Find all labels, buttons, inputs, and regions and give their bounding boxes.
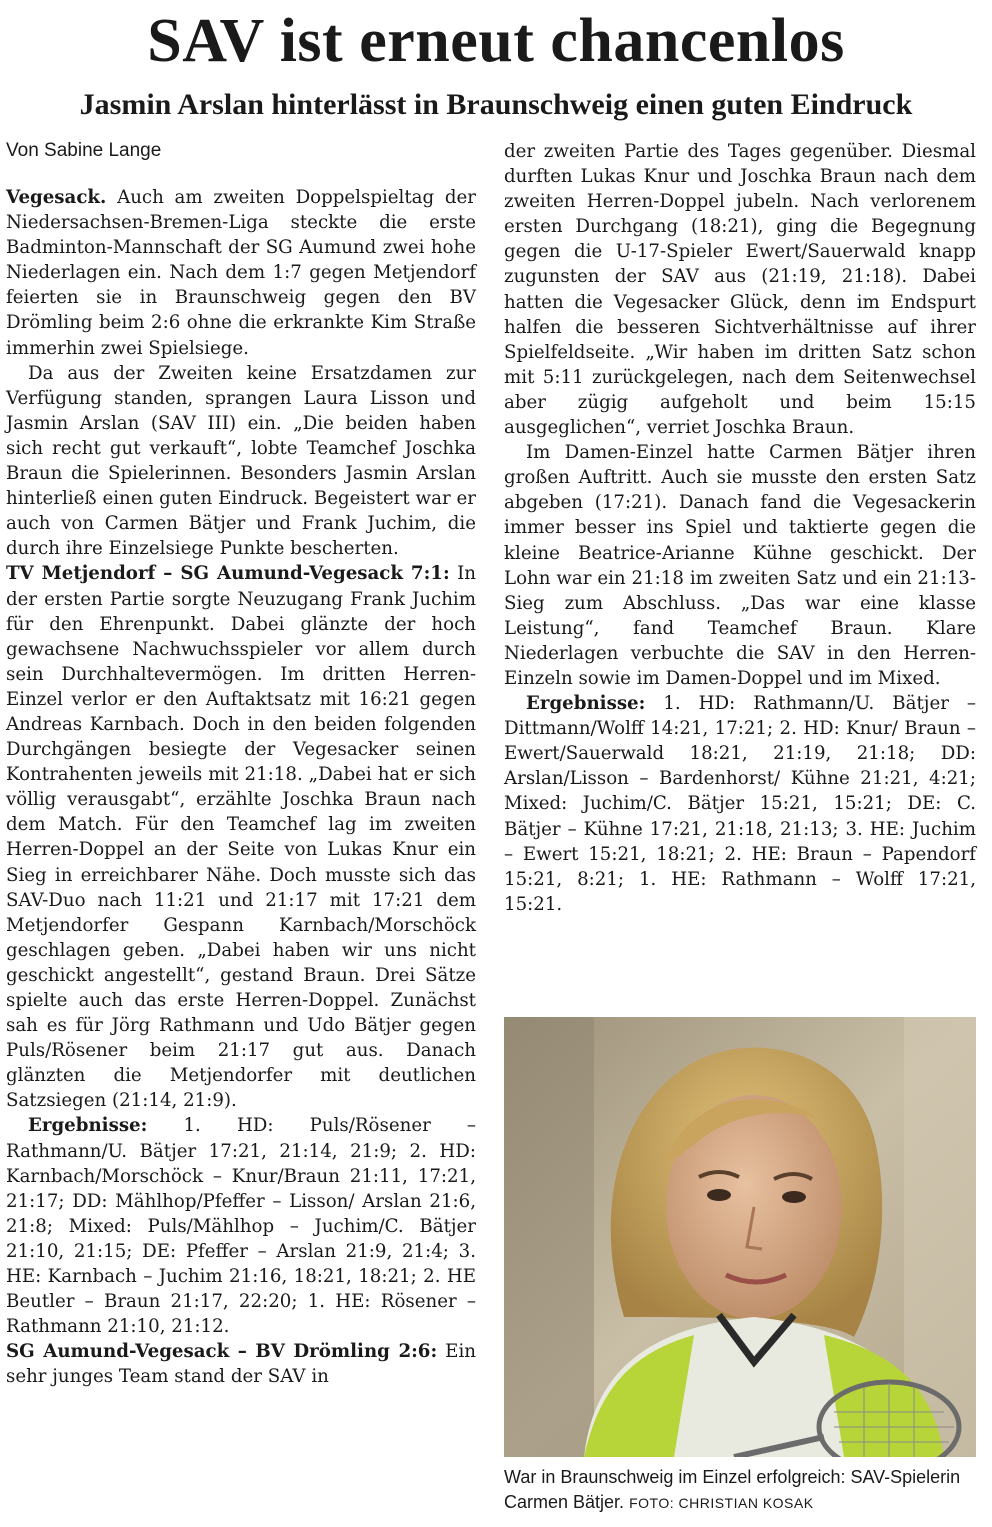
photo-caption	[504, 1465, 976, 1516]
results-label: Ergebnisse:	[526, 693, 646, 715]
article-column-right	[504, 139, 976, 917]
paragraph-text: Auch am zweiten Doppelspieltag der Niedersachsen-Bremen-Liga steckte die erste Badminton-Mannschaft der SG Aumund zwei hohe Niederlagen ein. Nach dem 1:7 gegen Metjendorf feierten sie in Braunschweig gegen den BV Drömling beim 2:6 ohne die erkrankte Kim Straße immerhin zwei Spielsiege.	[6, 187, 476, 359]
results-paragraph	[6, 1113, 476, 1339]
results-label: Ergebnisse:	[28, 1115, 148, 1137]
byline: Von Sabine Lange	[6, 140, 162, 161]
headline: SAV ist erneut chancenlos	[147, 7, 845, 75]
dateline: Vegesack.	[6, 187, 107, 208]
paragraph	[6, 185, 476, 361]
paragraph: der zweiten Partie des Tages gegenüber. Diesmal durften Lukas Knur und Joschka Braun nach dem zweiten Herren-Doppel jubeln. Nach verlorenem ersten Durchgang (18:21), ging die Begegnung gegen die U-17-Spieler Ewert/Sauerwald knapp zugunsten der SAV aus (21:19, 21:18). Dabei hatten die Vegesacker Glück, denn im Endspurt halfen die besseren Sichtverhältnisse auf ihrer Spielfeldseite. „Wir haben im dritten Satz schon mit 5:11 zurückgelegen, nach dem Seitenwechsel aber zügig aufgeholt und beim 15:15 ausgeglichen“, verriet Joschka Braun.	[504, 141, 976, 439]
article-column-left	[6, 185, 476, 1390]
match-heading: SG Aumund-Vegesack – BV Drömling 2:6:	[6, 1341, 438, 1363]
results-text: 1. HD: Puls/Rösener – Rathmann/U. Bätjer 17:21, 21:14, 21:9; 2. HD: Karnbach/Morschöck – Knur/Braun 21:11, 17:21, 21:17; DD: Mählhop/Pfeffer – Lisson/ Arslan 21:6, 21:8; Mixed: Puls/Mählhop – Juchim/C. Bätjer 21:10, 21:15; DE: Pfeffer – Arslan 21:9, 21:4; 3. HE: Karnbach – Juchim 21:16, 18:21, 18:21; 2. HE Beutler – Braun 21:17, 22:20; 1. HE: Rösener – Rathmann 21:10, 21:12.	[6, 1115, 476, 1338]
paragraph-text: Ein sehr junges Team stand der SAV in	[6, 1341, 476, 1388]
match-heading: TV Metjendorf – SG Aumund-Vegesack 7:1:	[6, 563, 450, 585]
paragraph: Im Damen-Einzel hatte Carmen Bätjer ihren großen Auftritt. Auch sie musste den ersten Satz abgeben (17:21). Danach fand die Vegesackerin immer besser ins Spiel und taktierte gegen die kleine Beatrice-Arianne Kühne geschickt. Der Lohn war ein 21:18 im zweiten Satz und ein 21:13-Sieg zum Abschluss. „Das war eine klasse Leistung“, fand Teamchef Braun. Klare Niederlagen verbuchte die SAV in den Herren-Einzeln sowie im Damen-Doppel und im Mixed.	[504, 442, 976, 689]
paragraph: Da aus der Zweiten keine Ersatzdamen zur Verfügung standen, sprangen Laura Lisson und Jasmin Arslan (SAV III) ein. „Die beiden haben sich recht gut verkauft“, lobte Teamchef Joschka Braun die Spielerinnen. Besonders Jasmin Arslan hinterließ einen guten Eindruck. Begeistert war er auch von Carmen Bätjer und Frank Juchim, die durch ihre Einzelsiege Punkte bescherten.	[6, 362, 476, 560]
paragraph	[6, 561, 476, 1113]
player-photo	[504, 1017, 976, 1457]
results-paragraph	[504, 691, 976, 917]
photo-credit: FOTO: CHRISTIAN KOSAK	[629, 1495, 814, 1511]
subheadline: Jasmin Arslan hinterlässt in Braunschweig einen guten Eindruck	[79, 88, 913, 121]
results-text: 1. HD: Rathmann/U. Bätjer – Dittmann/Wolff 14:21, 17:21; 2. HD: Knur/ Braun – Ewert/Sauerwald 18:21, 21:19, 21:18; DD: Arslan/Lisson – Bardenhorst/ Kühne 21:21, 4:21; Mixed: Juchim/C. Bätjer 15:21, 15:21; DE: C. Bätjer – Kühne 17:21, 21:18, 21:13; 3. HE: Juchim – Ewert 15:21, 18:21; 2. HE: Braun – Papendorf 15:21, 8:21; 1. HE: Rathmann – Wolff 17:21, 15:21.	[504, 693, 976, 915]
caption-text: War in Braunschweig im Einzel erfolgreich: SAV-Spielerin Carmen Bätjer.	[504, 1467, 961, 1512]
paragraph	[6, 1339, 476, 1389]
player-photo-illustration	[504, 1017, 976, 1457]
paragraph-text: In der ersten Partie sorgte Neuzugang Frank Juchim für den Ehrenpunkt. Dabei glänzte der hoch gewachsene Nachwuchsspieler vor allem durch sein Durchhaltevermögen. Im dritten Herren-Einzel verlor er den Auftaktsatz mit 16:21 gegen Andreas Karnbach. Doch in den beiden folgenden Durchgängen besiegte der Vegesacker seinen Kontrahenten jeweils mit 21:18. „Dabei hat er sich völlig verausgabt“, erzählte Joschka Braun nach dem Match. Für den Teamchef lag im zweiten Herren-Doppel an der Seite von Lukas Knur ein Sieg in erreichbarer Nähe. Doch musste sich das SAV-Duo nach 11:21 und 21:17 mit 17:21 dem Metjendorfer Gespann Karnbach/Morschöck geschlagen geben. „Dabei haben wir uns nicht geschickt angestellt“, gestand Braun. Drei Sätze spielte auch das erste Herren-Doppel. Zunächst sah es für Jörg Rathmann und Udo Bätjer gegen Puls/Rösener beim 21:17 gut aus. Danach glänzten die Metjendorfer mit deutlichen Satzsiegen (21:14, 21:9).	[6, 563, 476, 1112]
